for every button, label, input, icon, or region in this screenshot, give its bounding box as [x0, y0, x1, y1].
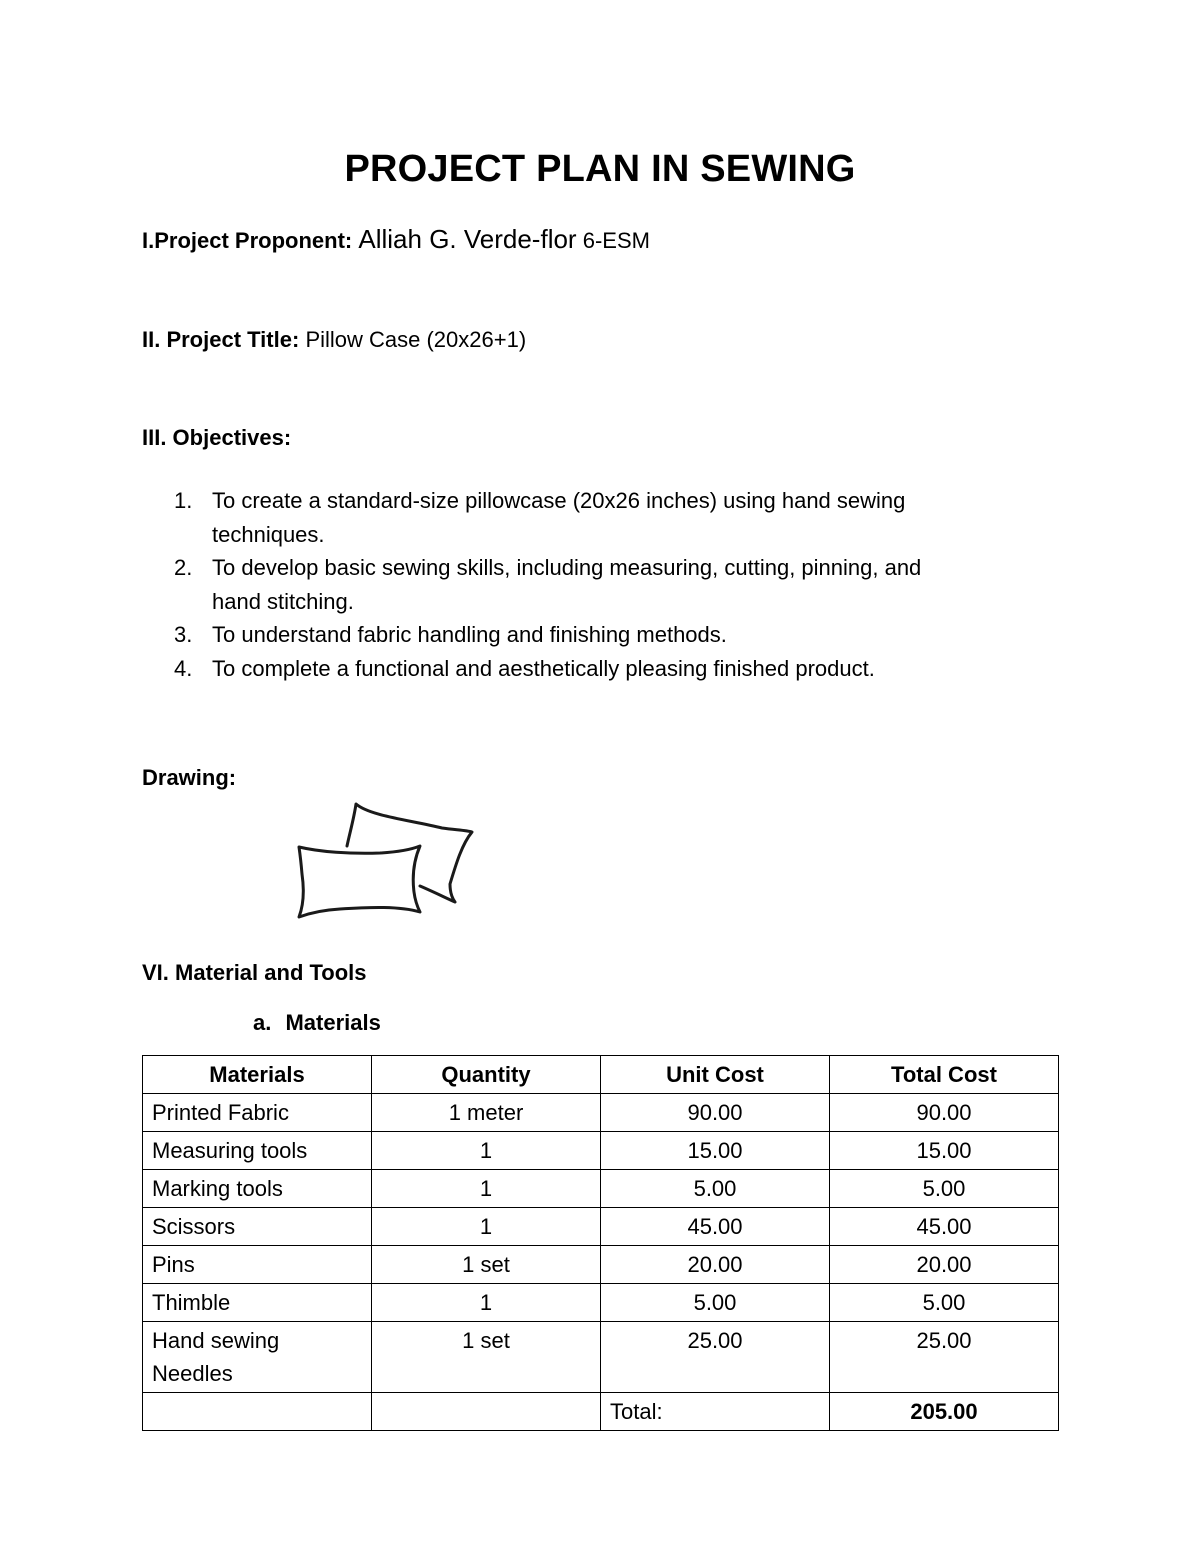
objective-text: To develop basic sewing skills, including measuring, cutting, pinning, and — [212, 555, 922, 580]
sub-letter: a. — [253, 1010, 272, 1035]
sub-label: Materials — [285, 1010, 381, 1035]
table-header-row — [143, 1056, 1059, 1094]
objective-number: 4. — [174, 655, 193, 681]
unit-cost-cell: 15.00 — [601, 1132, 830, 1170]
project-title-line — [142, 327, 526, 353]
material-cell: Scissors — [143, 1208, 372, 1246]
total-cost-cell: 90.00 — [830, 1094, 1059, 1132]
table-row — [143, 1170, 1059, 1208]
objective-item — [142, 484, 1042, 551]
objective-text: To complete a functional and aesthetically pleasing finished product. — [212, 655, 875, 681]
materials-subheading — [253, 1010, 381, 1036]
unit-cost-cell: 90.00 — [601, 1094, 830, 1132]
project-title-label: II. Project Title: — [142, 327, 300, 352]
proponent-name: Alliah G. Verde-flor — [358, 224, 577, 254]
column-header: Unit Cost — [601, 1056, 830, 1094]
material-cell: Printed Fabric — [143, 1094, 372, 1132]
objectives-heading: III. Objectives: — [142, 425, 292, 450]
total-cost-cell: 20.00 — [830, 1246, 1059, 1284]
proponent-section: 6-ESM — [582, 228, 650, 253]
proponent-line — [142, 224, 650, 255]
unit-cost-cell: 5.00 — [601, 1284, 830, 1322]
table-row — [143, 1284, 1059, 1322]
table-row — [143, 1094, 1059, 1132]
column-header: Quantity — [372, 1056, 601, 1094]
total-cost-cell: 45.00 — [830, 1208, 1059, 1246]
quantity-cell: 1 — [372, 1132, 601, 1170]
objective-text: To understand fabric handling and finishing methods. — [212, 622, 727, 647]
quantity-cell: 1 — [372, 1284, 601, 1322]
project-title-value: Pillow Case (20x26+1) — [305, 327, 527, 352]
material-cell: Pins — [143, 1246, 372, 1284]
empty-cell — [372, 1393, 601, 1431]
proponent-label: I.Project Proponent: — [142, 228, 353, 253]
unit-cost-cell: 25.00 — [601, 1322, 830, 1393]
table-row — [143, 1246, 1059, 1284]
objective-number: 3. — [174, 622, 193, 647]
table-total-row — [143, 1393, 1059, 1431]
total-cost-cell: 5.00 — [830, 1170, 1059, 1208]
empty-cell — [143, 1393, 372, 1431]
total-value-cell: 205.00 — [830, 1393, 1059, 1431]
total-cost-cell: 25.00 — [830, 1322, 1059, 1393]
materials-table — [142, 1055, 1059, 1431]
objective-item — [142, 652, 1042, 686]
material-cell: Thimble — [143, 1284, 372, 1322]
material-cell: Marking tools — [143, 1170, 372, 1208]
quantity-cell: 1 — [372, 1208, 601, 1246]
objective-item — [142, 618, 1042, 652]
quantity-cell: 1 meter — [372, 1094, 601, 1132]
objective-text-cont: techniques. — [212, 521, 325, 547]
objectives-list — [142, 484, 1042, 685]
pillows-icon — [290, 796, 480, 922]
table-row — [143, 1208, 1059, 1246]
table-row — [143, 1322, 1059, 1393]
unit-cost-cell: 45.00 — [601, 1208, 830, 1246]
material-cell: Measuring tools — [143, 1132, 372, 1170]
materials-tools-heading: VI. Material and Tools — [142, 960, 367, 985]
unit-cost-cell: 20.00 — [601, 1246, 830, 1284]
total-cost-cell: 5.00 — [830, 1284, 1059, 1322]
objective-text-cont: hand stitching. — [212, 588, 354, 614]
objective-number: 2. — [174, 555, 193, 580]
objective-item — [142, 551, 1042, 618]
unit-cost-cell: 5.00 — [601, 1170, 830, 1208]
quantity-cell: 1 set — [372, 1246, 601, 1284]
quantity-cell: 1 set — [372, 1322, 601, 1393]
table-row — [143, 1132, 1059, 1170]
page-title: PROJECT PLAN IN SEWING — [344, 148, 856, 190]
objective-text: To create a standard-size pillowcase (20x26 inches) using hand sewing — [212, 488, 906, 513]
total-label-cell: Total: — [601, 1393, 830, 1431]
total-cost-cell: 15.00 — [830, 1132, 1059, 1170]
quantity-cell: 1 — [372, 1170, 601, 1208]
column-header: Materials — [143, 1056, 372, 1094]
drawing-heading: Drawing: — [142, 765, 237, 790]
material-cell: Hand sewing Needles — [143, 1322, 372, 1393]
column-header: Total Cost — [830, 1056, 1059, 1094]
objective-number: 1. — [174, 488, 193, 513]
